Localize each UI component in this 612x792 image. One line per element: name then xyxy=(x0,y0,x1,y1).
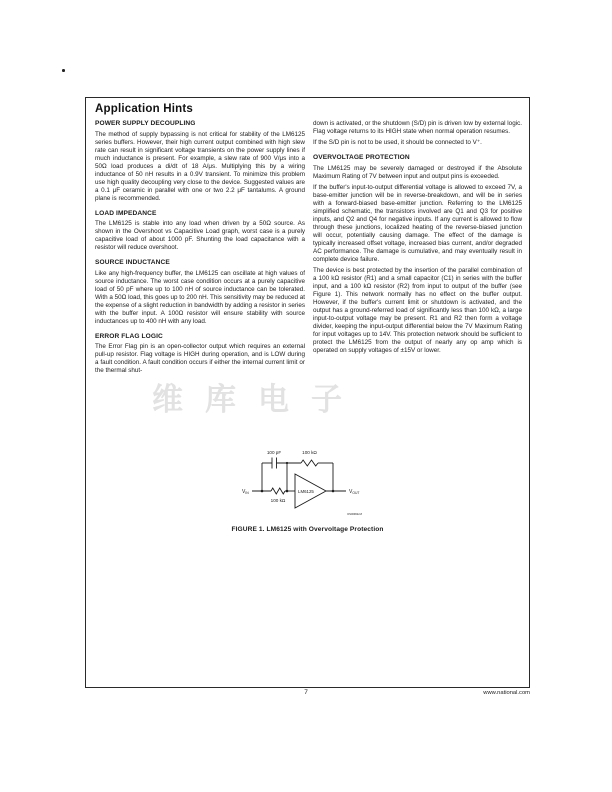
overvoltage-protection-circuit-diagram xyxy=(238,442,378,526)
left-column xyxy=(95,120,305,378)
section-heading-power-supply-decoupling: POWER SUPPLY DECOUPLING xyxy=(95,120,196,127)
right-column xyxy=(313,120,522,358)
feedback-resistor-value-label: 100 kΩ xyxy=(301,450,317,455)
figure-1-schematic xyxy=(188,442,428,531)
series-resistor-value-label: 100 kΩ xyxy=(270,498,285,503)
buffer-part-label: LM6125 xyxy=(297,489,314,494)
footer-page-number: 7 xyxy=(304,689,308,696)
feedback-resistor-symbol xyxy=(301,460,318,466)
figure-caption: FIGURE 1. LM6125 with Overvoltage Protection xyxy=(231,526,384,533)
paragraph: If the buffer's input-to-output differential voltage is allowed to exceed 7V, a base-emitter junction will be in reverse-breakdown, and will be in series with a forward-biased base-emitter junction. Referring to the LM6125 simplified schematic, the transistors involved are Q1 and Q3 for positive inputs, and Q2 and Q4 for negative inputs. If any current is allowed to flow through these junctions, localized heating of the reverse-biased junction will occur, potentially causing damage. The effect of the damage is typically increased offset voltage, increased bias current, and/or degraded AC performance. The damage is cumulative, and may eventually result in complete device failure. xyxy=(313,183,522,263)
paragraph: The LM6125 may be severely damaged or destroyed if the Absolute Maximum Rating of 7V between input and output pins is exceeded. xyxy=(313,164,522,180)
section-heading-load-impedance: LOAD IMPEDANCE xyxy=(95,209,157,217)
page-border-box xyxy=(85,97,530,688)
paragraph: The LM6125 is stable into any load when driven by a 50Ω source. As shown in the Overshoot vs Capacitive Load graph, worst case is a purely capacitive load of about 1000 pF. Shunting the load capacitance with a resistor will reduce overshoot. xyxy=(95,220,305,251)
paragraph: Like any high-frequency buffer, the LM6125 can oscillate at high values of source inductance. The worst case condition occurs at a purely capacitive load of 50 pF where up to 100 nH of source inductance can be tolerated. With a 50Ω load, this goes up to 200 nH. This sensitivity may be reduced at the expense of a slight reduction in bandwidth by adding a resistor in series with the buffer input. A 100Ω resistor will ensure stability with source inductances up to 400 nH with any load. xyxy=(95,269,305,325)
paragraph: The device is best protected by the insertion of the parallel combination of a 100 kΩ resistor (R1) and a small capacitor (C1) in series with the buffer input, and a 100 kΩ resistor (R2) from input to output of the buffer (see Figure 1). This network normally has no effect on the buffer output. However, if the buffer's current limit or shutdown is activated, and the output has a ground-referred load of significantly less than 100 kΩ, a large input-to-output voltage may be present. R1 and R2 then form a voltage divider, keeping the input-output differential below the 7V Maximum Rating for input voltages up to 14V. This protection network should be sufficient to protect the LM6125 from the output of nearly any op amp which is operated on supply voltages of ±15V or lower. xyxy=(313,266,522,354)
vout-label: $V_{OUT}$ xyxy=(348,489,360,496)
section-heading-source-inductance: SOURCE INDUCTANCE xyxy=(95,259,170,266)
watermark-text: 维库电子 xyxy=(152,382,364,417)
scan-artifact-dot xyxy=(62,69,65,72)
section-heading-error-flag-logic: ERROR FLAG LOGIC xyxy=(95,332,163,340)
capacitor-symbol xyxy=(272,458,277,469)
page-title: Application Hints xyxy=(95,103,193,115)
paragraph: The Error Flag pin is an open-collector output which requires an external pull-up resistor. Flag voltage is HIGH during operation, and is LOW during a fault condition. A fault condition occurs if either the internal current limit or the thermal shut- xyxy=(95,343,305,374)
capacitor-value-label: 100 pF xyxy=(266,450,281,455)
figure-doc-code: DS009622-8 xyxy=(346,513,362,516)
paragraph: The method of supply bypassing is not critical for stability of the LM6125 series buffers. However, their high current output combined with high slew rate can result in significant voltage transients on the power supply lines if much inductance is present. For example, a slew rate of 900 V/μs into a 50Ω load produces a di/dt of 18 A/μs. Multiplying this by a wiring inductance of 50 nH results in a 0.9V transient. To minimize this problem use high quality decoupling very close to the device. Suggested values are a 0.1 μF ceramic in parallel with one or two 2.2 μF tantalums. A ground plane is recommended. xyxy=(95,130,305,202)
series-resistor-symbol xyxy=(271,488,285,494)
vin-label: $V_{IN}$ xyxy=(241,489,249,496)
section-heading-overvoltage-protection: OVERVOLTAGE PROTECTION xyxy=(313,154,410,161)
paragraph-continuation: If the S/D pin is not to be used, it should be connected to V⁺. xyxy=(313,139,482,146)
paragraph-continuation: down is activated, or the shutdown (S/D) pin is driven low by external logic. Flag voltage returns to its HIGH state when normal operation resumes. xyxy=(313,120,522,135)
footer-website: www.national.com xyxy=(483,690,530,696)
